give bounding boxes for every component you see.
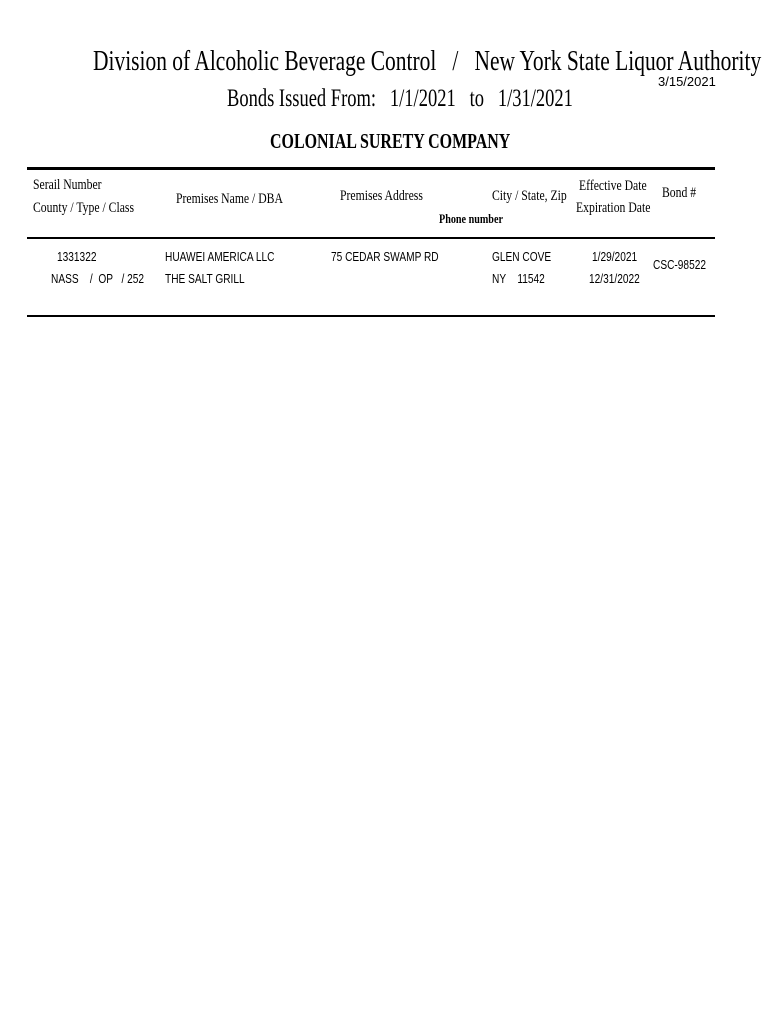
license-class: 252 (127, 271, 145, 286)
col-header-effective-date: Effective Date (579, 178, 647, 194)
county-type-class (51, 271, 170, 287)
bonds-issued-range (227, 84, 694, 114)
separator: / (121, 271, 125, 286)
premises-name: HUAWEI AMERICA LLC (165, 249, 275, 264)
county-code: NASS (51, 271, 79, 286)
agency-name-left: Division of Alcoholic Beverage Control (93, 45, 437, 77)
col-header-county-type-class: County / Type / Class (33, 200, 135, 216)
company-name (270, 129, 586, 153)
col-header-bond-number: Bond # (662, 185, 697, 201)
to-label: to (469, 85, 484, 112)
license-type: OP (98, 271, 114, 286)
col-header-expiration-date: Expiration Date (576, 200, 651, 216)
report-date: 3/15/2021 (658, 74, 716, 89)
title-separator: / (452, 45, 459, 77)
zip: 11542 (517, 271, 545, 286)
date-from: 1/1/2021 (389, 85, 456, 112)
date-to: 1/31/2021 (497, 85, 573, 112)
premises-address: 75 CEDAR SWAMP RD (331, 249, 439, 264)
separator: / (89, 271, 93, 286)
header-top-rule (27, 167, 715, 170)
city: GLEN COVE (492, 249, 552, 264)
col-header-serial-number: Serail Number (33, 177, 102, 193)
agency-name-right: New York State Liquor Authority (474, 45, 762, 77)
serial-number: 1331322 (57, 249, 97, 264)
col-header-city-state-zip: City / State, Zip (492, 188, 567, 204)
report-title (93, 44, 770, 78)
state-zip (492, 271, 560, 287)
header-bottom-rule (27, 237, 715, 239)
bond-number: CSC-98522 (653, 257, 706, 272)
effective-date: 1/29/2021 (592, 249, 638, 264)
col-header-premises-address: Premises Address (340, 188, 423, 204)
col-header-phone-number: Phone number (439, 211, 503, 226)
state: NY (492, 271, 507, 286)
col-header-premises-name: Premises Name / DBA (176, 191, 283, 207)
bonds-issued-label: Bonds Issued From: (227, 85, 377, 112)
expiration-date: 12/31/2022 (589, 271, 640, 286)
premises-dba: THE SALT GRILL (165, 271, 245, 286)
company-name-text: COLONIAL SURETY COMPANY (270, 129, 511, 153)
table-bottom-rule (27, 315, 715, 317)
